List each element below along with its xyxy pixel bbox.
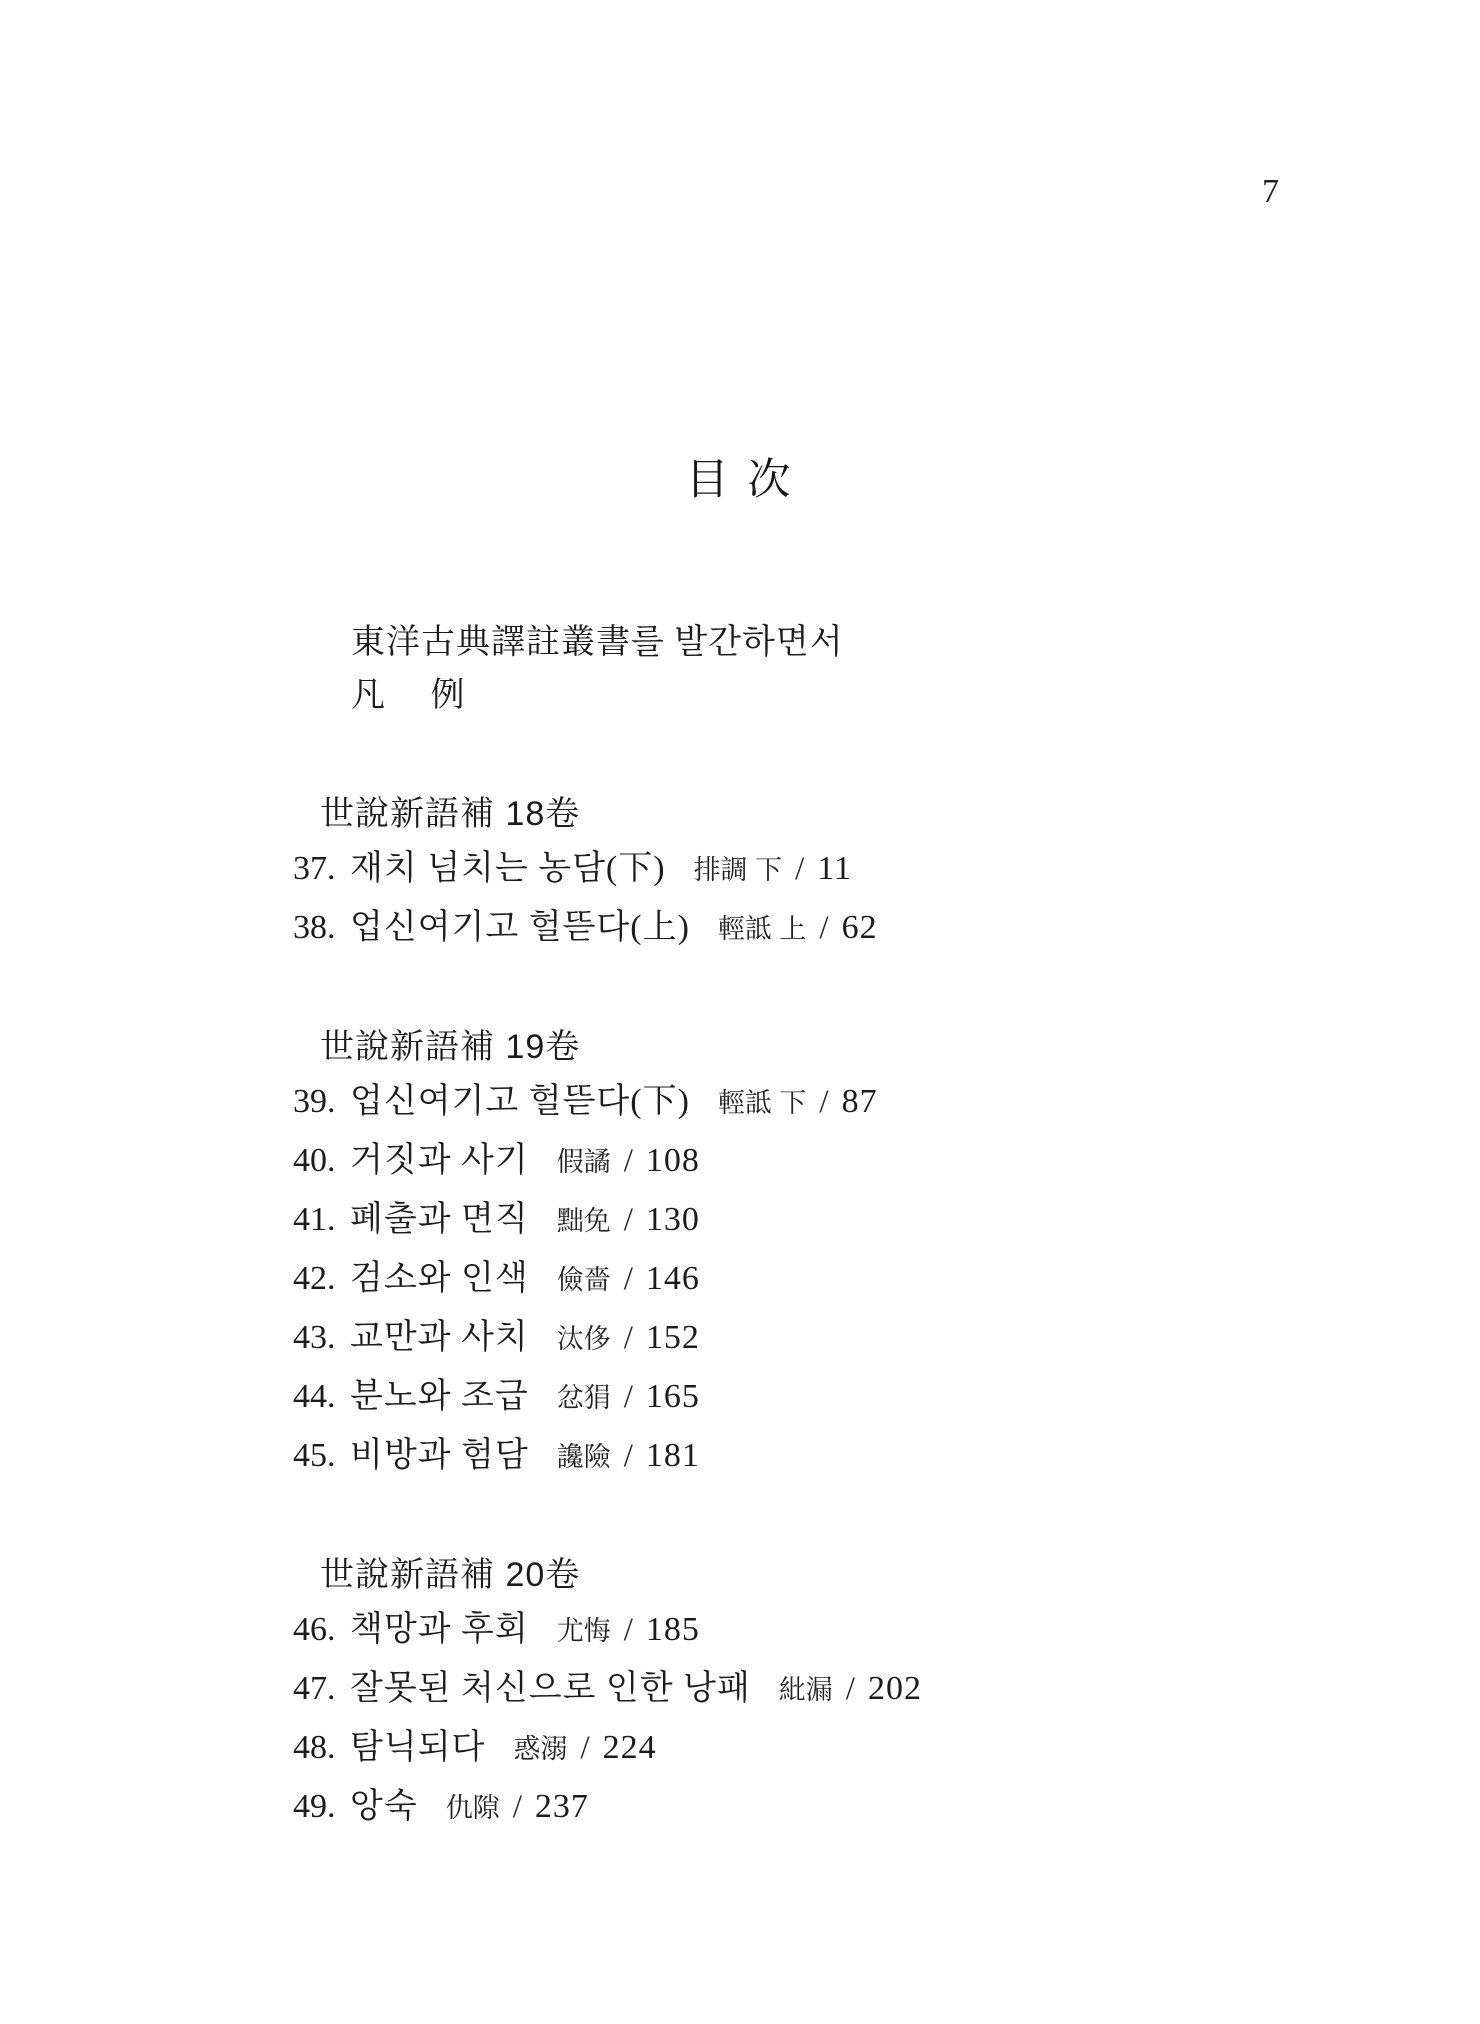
toc-entry — [293, 1727, 1343, 1770]
toc-entry — [293, 1258, 1343, 1301]
entry-separator: / — [623, 1202, 633, 1238]
entry-number: 39. — [293, 1083, 336, 1120]
toc-entry — [293, 1668, 1343, 1711]
page-title: 目 次 — [685, 457, 795, 504]
front-matter-label: 東洋古典譯註叢書를 발간하면서 — [351, 624, 844, 661]
entry-separator: / — [623, 1143, 633, 1179]
entry-page: 202 — [867, 1670, 922, 1707]
section-heading: 世說新語補 18卷 — [320, 795, 581, 833]
toc-section — [293, 793, 1343, 950]
entry-separator: / — [795, 851, 805, 887]
entry-page: 224 — [602, 1729, 657, 1766]
toc-content — [293, 622, 1343, 1829]
entry-title: 업신여기고 헐뜯다(下) — [350, 1083, 690, 1120]
entry-page: 108 — [645, 1142, 700, 1179]
entry-separator: / — [819, 1084, 829, 1120]
entry-number: 44. — [293, 1378, 336, 1415]
entry-title: 책망과 후회 — [350, 1611, 529, 1648]
entry-separator: / — [623, 1261, 633, 1297]
entry-title: 분노와 조급 — [350, 1378, 529, 1415]
entry-title: 잘못된 처신으로 인한 낭패 — [350, 1670, 751, 1707]
entry-hanja: 輕詆 下 — [717, 1088, 807, 1118]
entry-page: 11 — [817, 850, 852, 887]
section-heading: 世說新語補 20卷 — [320, 1556, 581, 1594]
page-number: 7 — [1262, 173, 1279, 210]
entry-number: 46. — [293, 1611, 336, 1648]
toc-sections — [293, 793, 1343, 1829]
entry-title: 교만과 사치 — [350, 1319, 529, 1356]
entry-page: 237 — [534, 1788, 589, 1825]
entry-separator: / — [845, 1671, 855, 1707]
front-matter-list — [293, 622, 1343, 717]
section-items — [293, 848, 1343, 950]
toc-entry — [293, 1081, 1343, 1124]
entry-hanja: 惑溺 — [513, 1734, 568, 1764]
toc-entry — [293, 1317, 1343, 1360]
toc-section — [293, 1026, 1343, 1478]
entry-hanja: 儉嗇 — [556, 1265, 611, 1295]
entry-separator: / — [623, 1379, 633, 1415]
front-matter-item — [351, 622, 1343, 664]
entry-hanja: 讒險 — [556, 1442, 611, 1472]
toc-entry — [293, 1786, 1343, 1829]
entry-hanja: 忿狷 — [556, 1383, 611, 1413]
toc-entry — [293, 907, 1343, 950]
entry-separator: / — [580, 1730, 590, 1766]
entry-hanja: 紕漏 — [778, 1675, 833, 1705]
entry-hanja: 黜免 — [556, 1206, 611, 1236]
entry-number: 48. — [293, 1729, 336, 1766]
section-items — [293, 1081, 1343, 1478]
toc-entry — [293, 1609, 1343, 1652]
entry-number: 41. — [293, 1201, 336, 1238]
front-matter-label: 凡 例 — [351, 677, 466, 714]
entry-hanja: 尤悔 — [556, 1616, 611, 1646]
entry-separator: / — [623, 1438, 633, 1474]
toc-entry — [293, 1140, 1343, 1183]
entry-page: 130 — [645, 1201, 700, 1238]
entry-separator: / — [819, 910, 829, 946]
entry-number: 40. — [293, 1142, 336, 1179]
entry-number: 47. — [293, 1670, 336, 1707]
entry-hanja: 汰侈 — [556, 1324, 611, 1354]
entry-title: 폐출과 면직 — [350, 1201, 529, 1238]
entry-title: 거짓과 사기 — [350, 1142, 529, 1179]
toc-entry — [293, 1435, 1343, 1478]
entry-number: 43. — [293, 1319, 336, 1356]
toc-entry — [293, 848, 1343, 891]
entry-title: 앙숙 — [350, 1788, 418, 1825]
front-matter-item — [351, 675, 1343, 717]
entry-number: 45. — [293, 1437, 336, 1474]
entry-title: 재치 넘치는 농담(下) — [350, 850, 666, 887]
entry-title: 탐닉되다 — [350, 1729, 486, 1766]
entry-page: 165 — [645, 1378, 700, 1415]
entry-page: 152 — [645, 1319, 700, 1356]
toc-entry — [293, 1199, 1343, 1242]
entry-separator: / — [623, 1320, 633, 1356]
entry-number: 49. — [293, 1788, 336, 1825]
entry-page: 185 — [645, 1611, 700, 1648]
entry-hanja: 輕詆 上 — [717, 914, 807, 944]
entry-page: 146 — [645, 1260, 700, 1297]
entry-number: 37. — [293, 850, 336, 887]
entry-page: 87 — [841, 1083, 878, 1120]
entry-title: 검소와 인색 — [350, 1260, 529, 1297]
entry-separator: / — [512, 1789, 522, 1825]
entry-separator: / — [623, 1612, 633, 1648]
toc-entry — [293, 1376, 1343, 1419]
toc-section — [293, 1554, 1343, 1829]
entry-title: 비방과 험담 — [350, 1437, 529, 1474]
section-items — [293, 1609, 1343, 1829]
entry-hanja: 仇隙 — [445, 1793, 500, 1823]
entry-title: 업신여기고 헐뜯다(上) — [350, 909, 690, 946]
entry-hanja: 假譎 — [556, 1147, 611, 1177]
entry-number: 42. — [293, 1260, 336, 1297]
section-heading: 世說新語補 19卷 — [320, 1028, 581, 1066]
entry-page: 62 — [841, 909, 878, 946]
entry-number: 38. — [293, 909, 336, 946]
entry-hanja: 排調 下 — [693, 855, 783, 885]
entry-page: 181 — [645, 1437, 700, 1474]
